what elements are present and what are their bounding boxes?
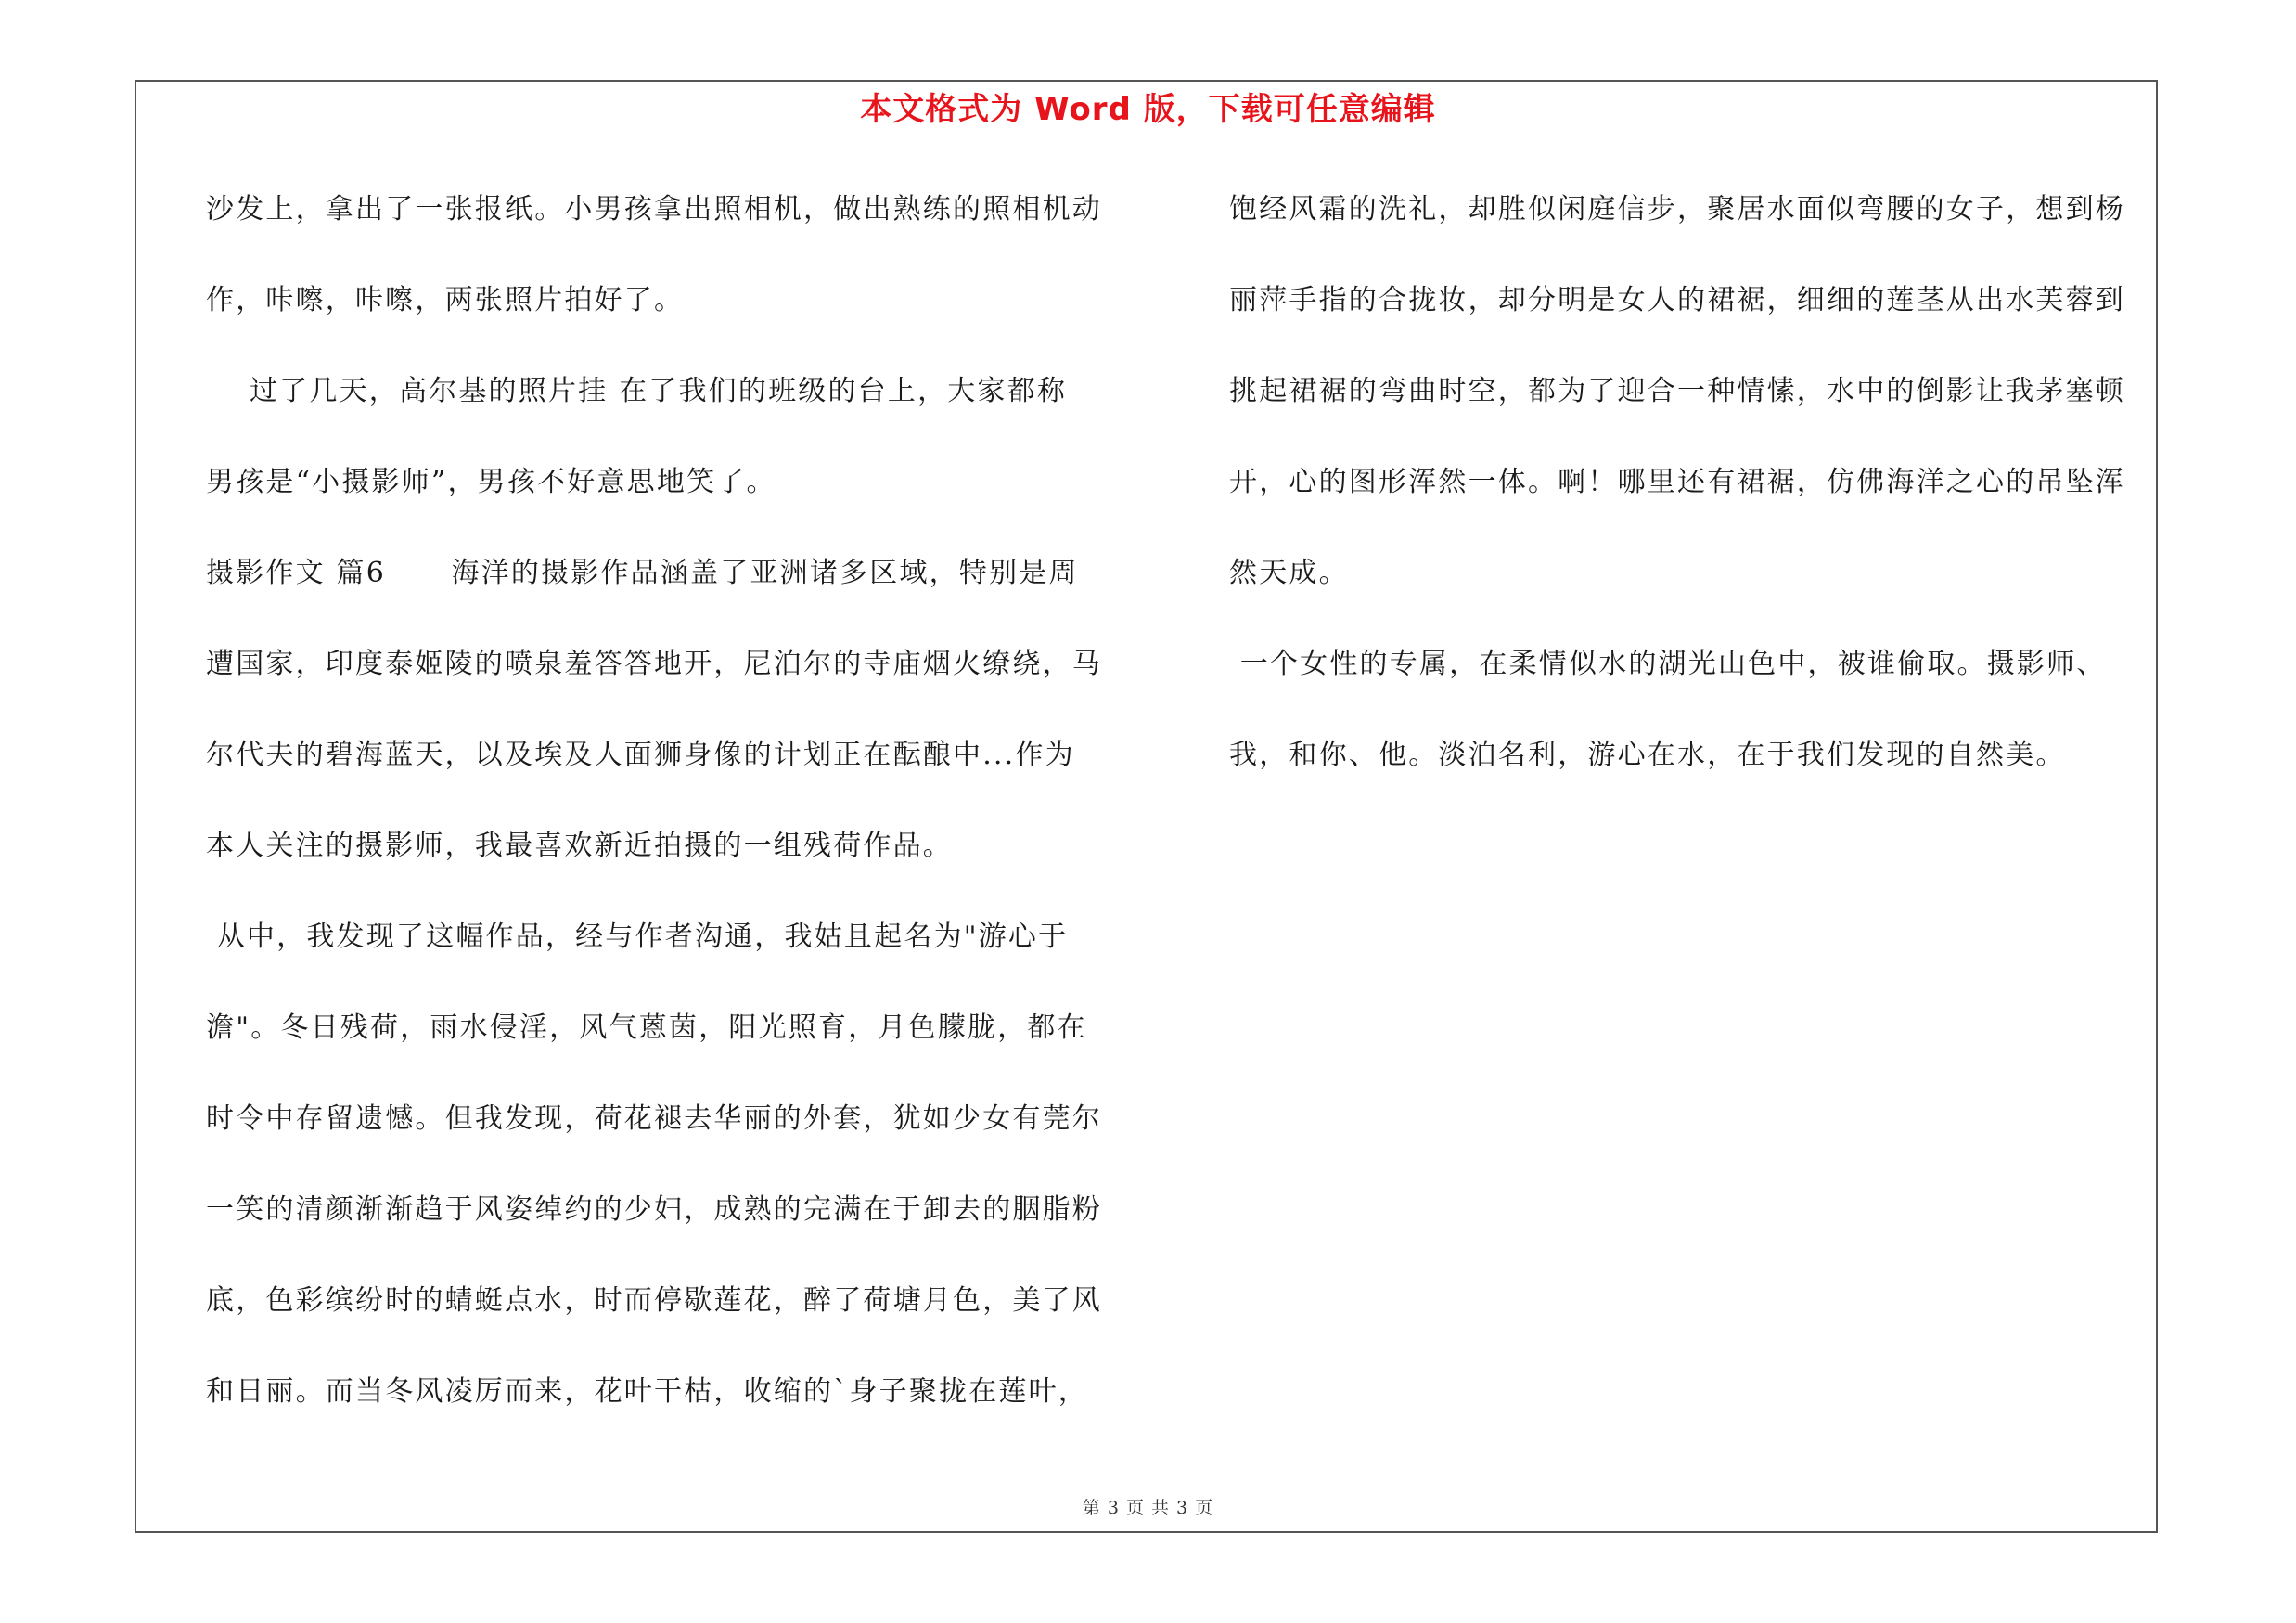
document-header-title: 本文格式为 Word 版，下载可任意编辑 bbox=[860, 91, 1436, 128]
text-line: 饱经风霜的洗礼，却胜似闲庭信步，聚居水面似弯腰的女子，想到杨 bbox=[1229, 193, 2125, 225]
text-line: 开，心的图形浑然一体。啊！哪里还有裙裾，仿佛海洋之心的吊坠浑 bbox=[1229, 466, 2125, 498]
left-text-column bbox=[206, 182, 1134, 1455]
text-line: 本人关注的摄影师，我最喜欢新近拍摄的一组残荷作品。 bbox=[206, 830, 953, 862]
text-line: 尔代夫的碧海蓝天，以及埃及人面狮身像的计划正在酝酿中...作为 bbox=[206, 739, 1075, 771]
text-line: 我，和你、他。淡泊名利，游心在水，在于我们发现的自然美。 bbox=[1229, 739, 2066, 771]
text-line: 然天成。 bbox=[1229, 557, 1349, 589]
text-line: 时令中存留遗憾。但我发现，荷花褪去华丽的外套，犹如少女有莞尔 bbox=[206, 1102, 1102, 1135]
right-text-column bbox=[1229, 182, 2157, 818]
text-line: 一个女性的专属，在柔情似水的湖光山色中，被谁偷取。摄影师、 bbox=[1229, 648, 2107, 680]
text-line: 和日丽。而当冬风凌厉而来，花叶干枯，收缩的`身子聚拢在莲叶， bbox=[206, 1375, 1088, 1408]
text-line: 作，咔嚓，咔嚓，两张照片拍好了。 bbox=[206, 284, 685, 316]
text-line: 摄影作文 篇6 海洋的摄影作品涵盖了亚洲诸多区域，特别是周 bbox=[206, 557, 1079, 589]
text-line: 底，色彩缤纷时的蜻蜓点水，时而停歇莲花，醉了荷塘月色，美了风 bbox=[206, 1284, 1102, 1317]
text-line: 挑起裙裾的弯曲时空，都为了迎合一种情愫，水中的倒影让我茅塞顿 bbox=[1229, 375, 2125, 407]
page-number-footer: 第 3 页 共 3 页 bbox=[1082, 1498, 1214, 1518]
text-line: 澹"。冬日残荷，雨水侵淫，风气蒽茵，阳光照育，月色朦胧，都在 bbox=[206, 1011, 1087, 1044]
text-line: 从中，我发现了这幅作品，经与作者沟通，我姑且起名为"游心于 bbox=[206, 921, 1069, 953]
text-line: 男孩是“小摄影师”，男孩不好意思地笑了。 bbox=[206, 466, 776, 498]
text-line: 一笑的清颜渐渐趋于风姿绰约的少妇，成熟的完满在于卸去的胭脂粉 bbox=[206, 1193, 1102, 1226]
text-line: 丽萍手指的合拢妆，却分明是女人的裙裾，细细的莲茎从出水芙蓉到 bbox=[1229, 284, 2125, 316]
text-line: 遭国家，印度泰姬陵的喷泉羞答答地开，尼泊尔的寺庙烟火缭绕，马 bbox=[206, 648, 1102, 680]
text-line: 过了几天，高尔基的照片挂 在了我们的班级的台上，大家都称 bbox=[206, 375, 1068, 407]
text-line: 沙发上，拿出了一张报纸。小男孩拿出照相机，做出熟练的照相机动 bbox=[206, 193, 1102, 225]
